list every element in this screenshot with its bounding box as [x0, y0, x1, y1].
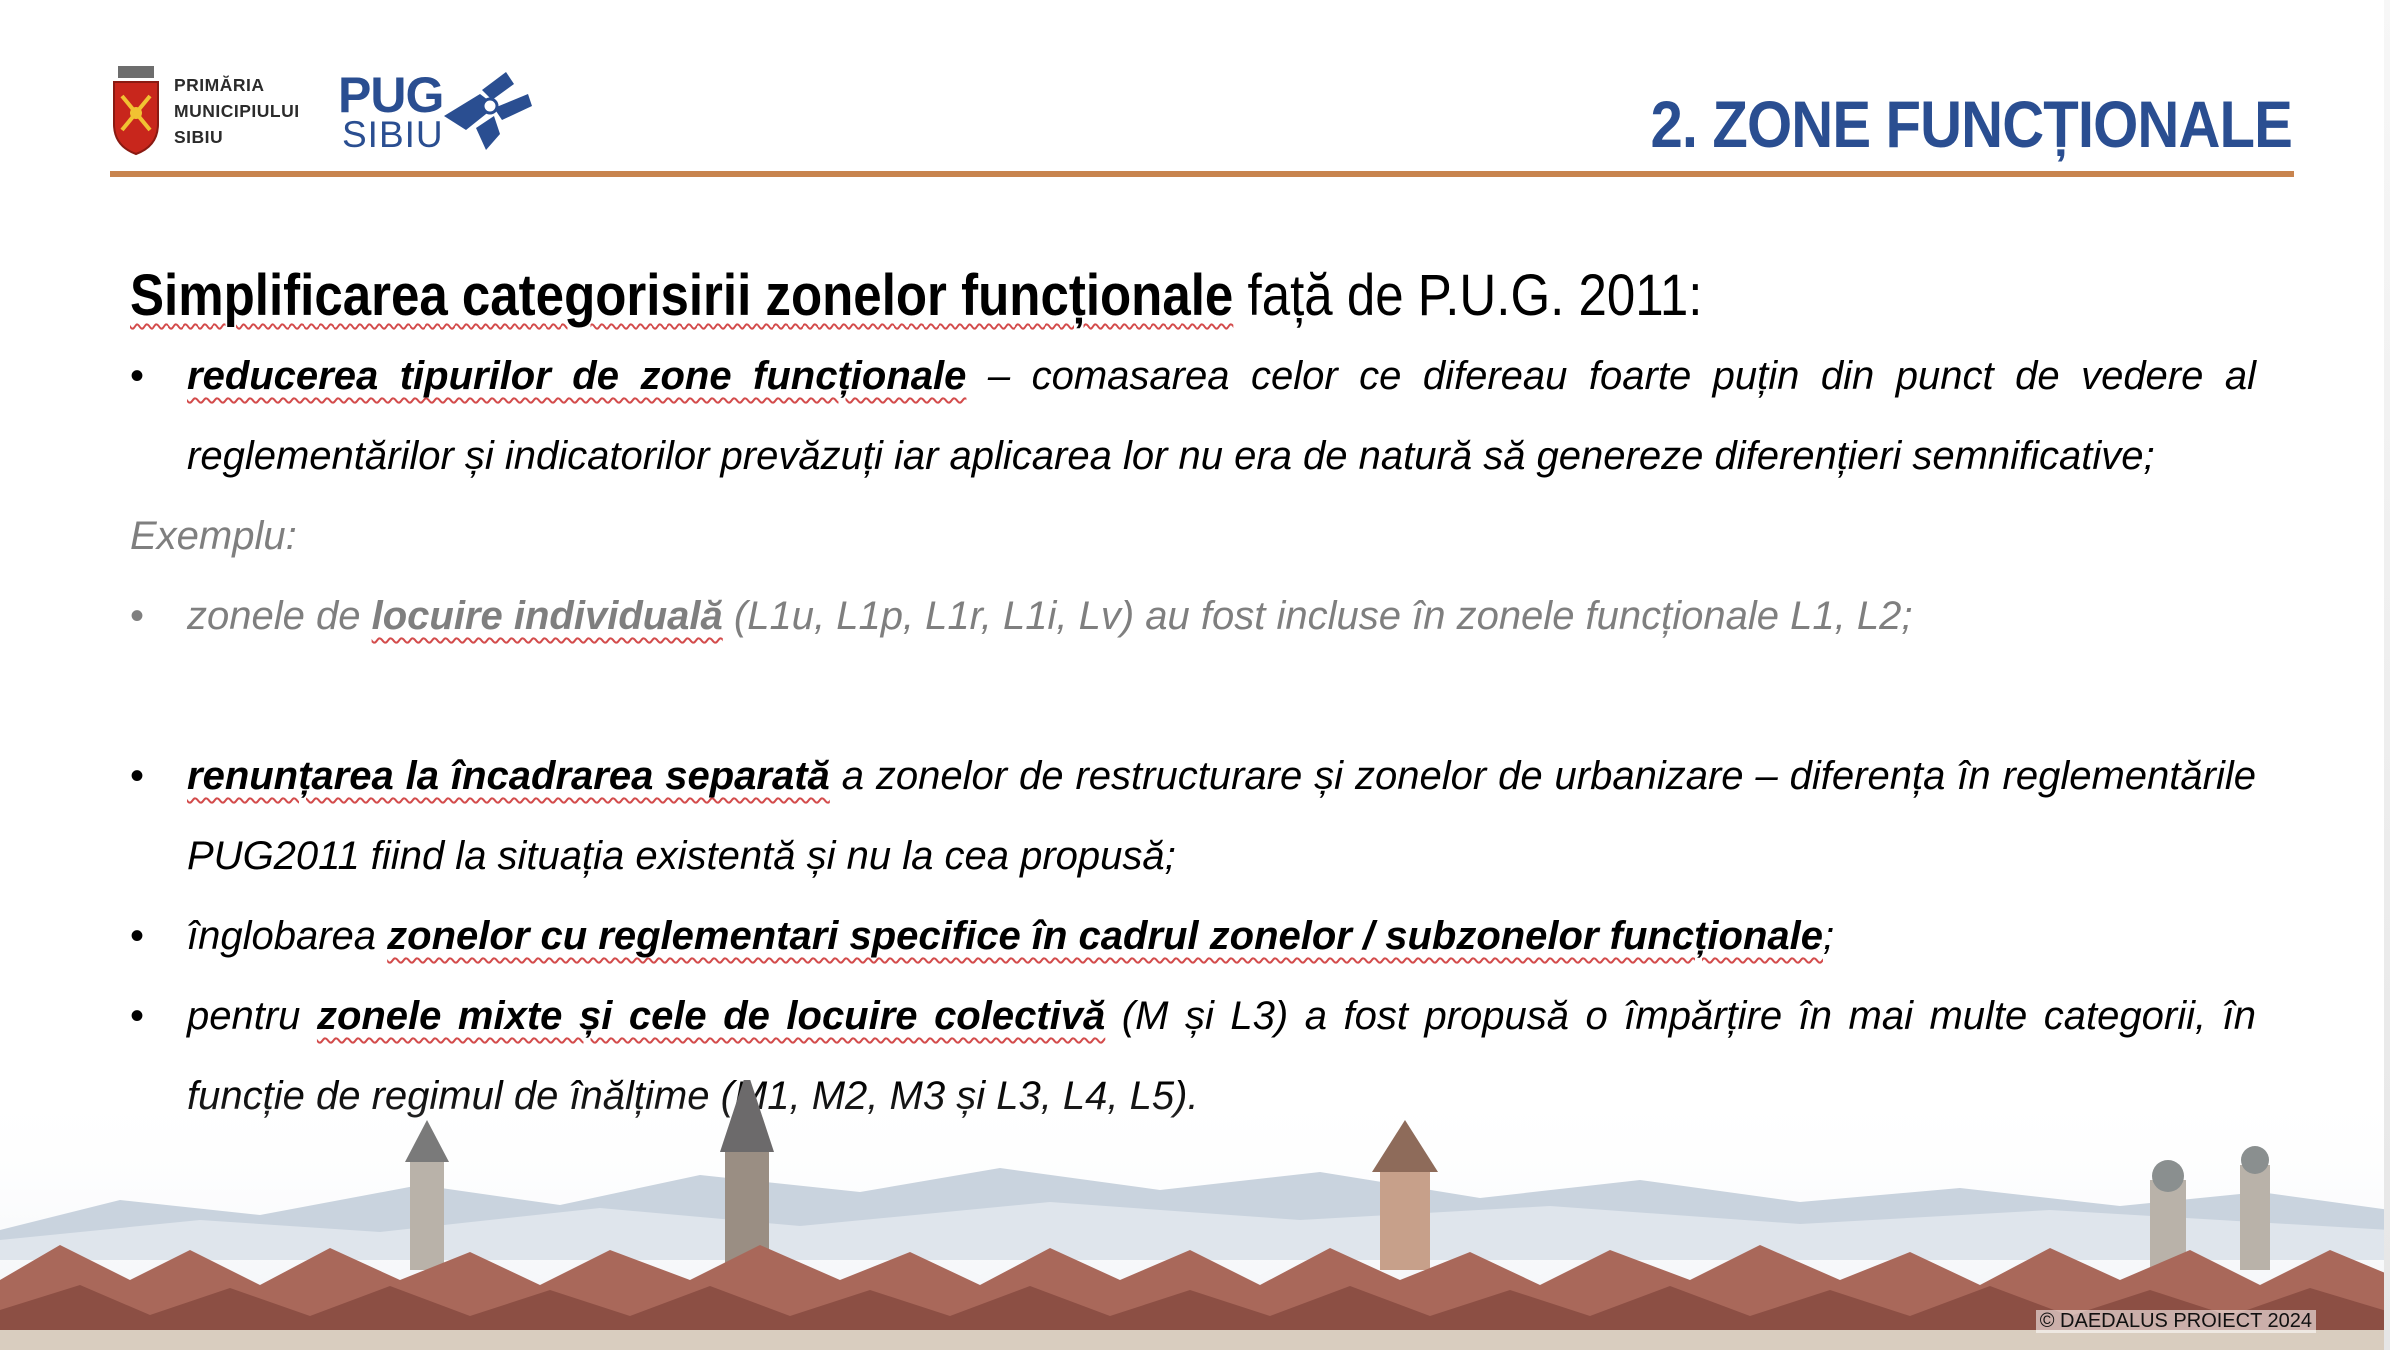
bullet-after: (M și L3) a fost propusă o împărțire în mai multe categorii, în	[1121, 994, 2256, 1038]
bullet-bold: renunțarea la încadrarea separată	[187, 754, 830, 798]
right-edge-strip	[2384, 0, 2390, 1350]
bullet-symbol: •	[130, 354, 145, 398]
primaria-name	[174, 72, 300, 150]
bullet-text	[187, 336, 2256, 496]
primaria-logo	[110, 66, 300, 161]
bullet-text	[187, 896, 2256, 976]
bullet-before: pentru	[187, 994, 317, 1038]
slide-content	[130, 256, 2256, 1136]
bullet-symbol: •	[130, 994, 145, 1038]
bullet-rest: – comasarea celor ce difereau foarte puțin din punct de vedere al reglementărilor și indicatorilor prevăzuți iar aplicarea lor nu era de natură să genereze diferențieri semnificative;	[187, 354, 2256, 478]
primaria-line-2: MUNICIPIULUI	[174, 101, 300, 121]
bullet-bold: zonele mixte și cele de locuire colectivă	[316, 994, 1106, 1038]
pug-logo-line-2: SIBIU	[342, 114, 444, 155]
bullet-item-example	[130, 576, 2256, 656]
bullet-symbol: •	[130, 914, 145, 958]
bullet-bold: zonelor cu reglementari specifice în cadrul zonelor / subzonelor funcționale	[387, 914, 1823, 958]
section-heading	[130, 256, 2242, 336]
bullet-symbol: •	[130, 594, 145, 638]
page-title: 2. ZONE FUNCȚIONALE	[1650, 87, 2292, 161]
bullet-before: înglobarea	[187, 914, 388, 958]
pug-sibiu-logo	[338, 62, 538, 162]
bullet-item-3	[130, 896, 2256, 976]
bullet-text	[187, 576, 2256, 656]
spacer	[130, 656, 2256, 736]
bullet-bold: reducerea tipurilor de zone funcționale	[187, 354, 967, 398]
heading-bold: Simplificarea categorisirii zonelor funcționale	[130, 263, 1234, 328]
bullet-before: zonele de	[187, 594, 372, 638]
pug-emblem-icon	[436, 64, 536, 154]
bullet-bold: locuire individuală	[371, 594, 723, 638]
pug-logo-line-1: PUG	[338, 67, 444, 123]
copyright-text: © DAEDALUS PROIECT 2024	[2036, 1310, 2316, 1333]
bullet-rest: a zonelor de restructurare și zonelor de urbanizare – diferența în reglementările PUG2011 fiind la situația existentă și nu la cea propusă;	[187, 754, 2257, 878]
bullet-item-2	[130, 736, 2256, 896]
bullet-symbol: •	[130, 754, 145, 798]
city-skyline-image	[0, 1080, 2390, 1350]
primaria-line-1: PRIMĂRIA	[174, 75, 265, 95]
bullet-after: ;	[1823, 914, 1835, 958]
example-label: Exemplu:	[130, 514, 297, 558]
bullet-item-1	[130, 336, 2256, 496]
bullet-text	[187, 736, 2256, 896]
bullet-after: (L1u, L1p, L1r, L1i, Lv) au fost incluse în zonele funcționale L1, L2;	[722, 594, 1913, 638]
primaria-line-3: SIBIU	[174, 127, 224, 147]
header-divider	[110, 171, 2294, 177]
heading-normal: față de P.U.G. 2011:	[1233, 263, 1703, 328]
sibiu-crest-icon	[110, 66, 162, 156]
